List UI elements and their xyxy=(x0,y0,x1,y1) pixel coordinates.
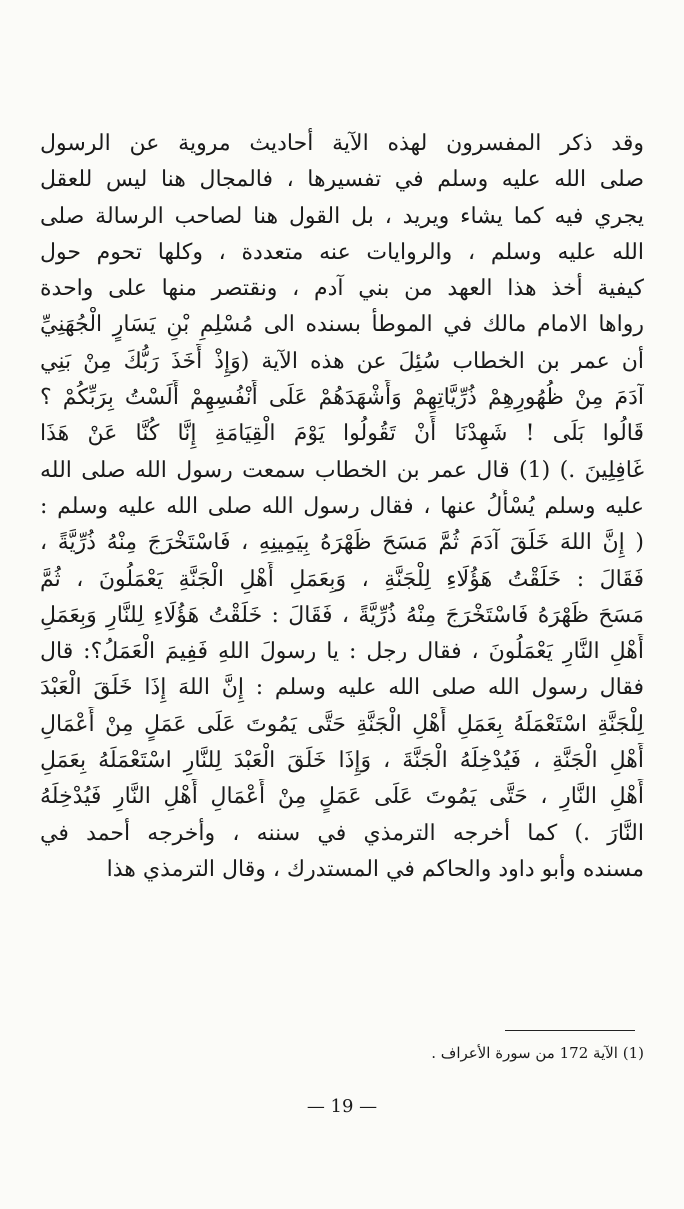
text-line: يجري فيه كما يشاء ويريد ، بل القول هنا لصاحب الرسالة صلى xyxy=(40,203,644,229)
text-line: غَافِلِينَ .) (1) قال عمر بن الخطاب سمعت رسول الله صلى الله xyxy=(40,457,644,483)
text-line: أَهْلِ الْجَنَّةِ ، فَيُدْخِلَهُ الْجَنَّةَ ، وَإِذَا خَلَقَ الْعَبْدَ لِلنَّارِ اسْتَعْمَلَهُ بِعَمَلِ xyxy=(40,748,644,774)
text-line: كيفية أخذ هذا العهد من بني آدم ، ونقتصر منها على واحدة xyxy=(40,276,644,302)
text-line: أَهْلِ النَّارِ يَعْمَلُونَ ، فقال رجل : يا رسولَ اللهِ فَفِيمَ الْعَمَلُ؟: قال xyxy=(40,639,644,665)
text-line: وقد ذكر المفسرون لهذه الآية أحاديث مروية عن الرسول xyxy=(40,131,644,156)
text-line: مسنده وأبو داود والحاكم في المستدرك ، وقال الترمذي هذا xyxy=(106,856,644,882)
text-line: لِلْجَنَّةِ اسْتَعْمَلَهُ بِعَمَلِ أَهْلِ الْجَنَّةِ حَتَّى يَمُوتَ عَلَى عَمَلٍ مِنْ أَعْمَالِ xyxy=(40,711,644,737)
text-line: عليه وسلم يُسْأَلُ عنها ، فقال رسول الله صلى الله عليه وسلم : xyxy=(40,493,644,519)
text-line: فَقَالَ : خَلَقْتُ هَؤُلَاءِ لِلْجَنَّةِ ، وَبِعَمَلِ أَهْلِ الْجَنَّةِ يَعْمَلُونَ ، ثُمَّ xyxy=(40,566,644,592)
text-line: أَهْلِ النَّارِ ، حَتَّى يَمُوتَ عَلَى عَمَلٍ مِنْ أَعْمَالِ أَهْلِ النَّارِ فَيُدْخِلَهُ xyxy=(40,784,644,810)
body-text xyxy=(40,126,644,888)
page-number: — 19 — xyxy=(306,1096,378,1117)
footnote: (1) الآية 172 من سورة الأعراف . xyxy=(431,1044,644,1062)
text-line: الله عليه وسلم ، والروايات عنه متعددة ، وكلها تحوم حول xyxy=(40,239,644,265)
text-line: فقال رسول الله صلى الله عليه وسلم : إِنَّ اللهَ إِذَا خَلَقَ الْعَبْدَ xyxy=(40,675,644,701)
footnote-divider xyxy=(505,1030,635,1031)
text-line: مَسَحَ ظَهْرَهُ فَاسْتَخْرَجَ مِنْهُ ذُرِّيَّةً ، فَقَالَ : خَلَقْتُ هَؤُلَاءِ لِلنَّارِ وَبِعَمَلِ xyxy=(40,602,644,628)
text-line: قَالُوا بَلَى ! شَهِدْنَا أَنْ تَقُولُوا يَوْمَ الْقِيَامَةِ إِنَّا كُنَّا عَنْ هَذَا xyxy=(40,421,644,447)
text-line: رواها الامام مالك في الموطأ بسنده الى مُسْلِمِ بْنِ يَسَارٍ الْجُهَنِيِّ xyxy=(40,312,644,338)
text-line: ( إِنَّ اللهَ خَلَقَ آدَمَ ثُمَّ مَسَحَ ظَهْرَهُ بِيَمِينِهِ ، فَاسْتَخْرَجَ مِنْهُ ذُرِّيَّةً ، xyxy=(40,530,644,556)
text-line: أن عمر بن الخطاب سُئِلَ عن هذه الآية (وَإِذْ أَخَذَ رَبُّكَ مِنْ بَنِي xyxy=(40,348,644,374)
text-line: صلى الله عليه وسلم في تفسيرها ، فالمجال هنا ليس للعقل xyxy=(40,167,644,193)
text-line: آدَمَ مِنْ ظُهُورِهِمْ ذُرِّيَّاتِهِمْ وَأَشْهَدَهُمْ عَلَى أَنْفُسِهِمْ أَلَسْتُ بِرَبِّكُمْ ؟ xyxy=(40,385,644,411)
text-line: النَّارَ .) كما أخرجه الترمذي في سننه ، وأخرجه أحمد في xyxy=(40,820,644,846)
